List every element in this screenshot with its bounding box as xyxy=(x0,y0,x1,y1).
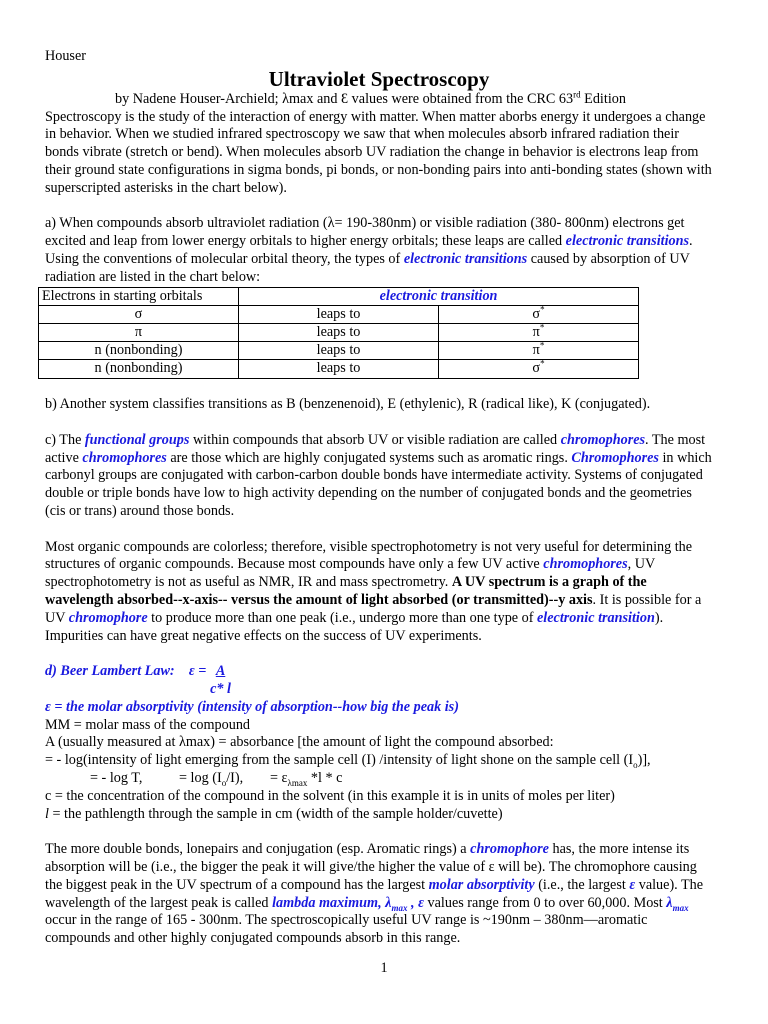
table-row: n (nonbonding) leaps to π* xyxy=(39,342,639,360)
table-header-start: Electrons in starting orbitals xyxy=(39,287,239,305)
table-header-transition: electronic transition xyxy=(239,287,639,305)
mm-definition: MM = molar mass of the compound xyxy=(45,716,251,733)
intro-paragraph: Spectroscopy is the study of the interaction of energy with matter. When matter aborbs energy it undergoes a change in behavior. When we studied infrared spectroscopy we saw that when molecules absorb infrared radiation their bonds vibrate (stretch or bend). When molecules absorb UV radiation the change in behavior is electrons leap from their ground state configurations in sigma bonds, pi bonds, or non-bonding pairs into anti-bonding states (shown with superscripted asterisks in the chart below). xyxy=(45,108,712,196)
final-paragraph: The more double bonds, lonepairs and conjugation (esp. Aromatic rings) a chromophore has, the more intense its absorption will be (i.e., the bigger the peak it will give/the higher the value of ε will be). The chromophore causing the biggest peak in the UV spectrum of a compound has the largest molar absorptivity (i.e., the largest ε value). The wavelength of the largest peak is called lambda maximum, $\lambda_{max}$ , ε values range from 0 to over 60,000. Most $\lambda_{max}$ occur in the range of 165 - 300nm. The spectroscopically useful UV range is ~190nm – 380nm—aromatic compounds and other highly conjugated compounds absorb in this range. xyxy=(45,841,704,947)
section-a-paragraph: a) When compounds absorb ultraviolet radiation (λ= 190-380nm) or visible radiation (380- 800nm) electrons get excited and leap from lower energy orbitals to higher energy orbitals; these leaps are called electronic transitions. Using the conventions of molecular orbital theory, the types of electronic transitions caused by absorption of UV radiation are listed in the chart below: xyxy=(45,215,693,285)
page-number: 1 xyxy=(380,960,388,976)
beer-lambert-heading: d) Beer Lambert Law: ε = $\frac{A}{c* l}$ xyxy=(45,663,231,698)
page-title: Ultraviolet Spectroscopy xyxy=(268,66,490,91)
table-row: σ leaps to σ* xyxy=(39,305,639,323)
table-row: n (nonbonding) leaps to σ* xyxy=(39,360,639,378)
log-definition: = - log(intensity of light emerging from the sample cell (I) /intensity of light shone on the sample cell $(I_o)$], xyxy=(45,752,651,771)
pathlength-definition: l = the pathlength through the sample in cm (width of the sample holder/cuvette) xyxy=(45,805,503,822)
organic-paragraph: Most organic compounds are colorless; therefore, visible spectrophotometry is not very useful for determining the structures of organic compounds. Because most compounds have only a few UV active chromophores, UV spectrophotometry is not as useful as NMR, IR and mass spectrometry. A UV spectrum is a graph of the wavelength absorbed--x-axis-- versus the amount of light absorbed (or transmitted)--y axis. It is possible for a UV chromophore to produce more than one peak (i.e., undergo more than one type of electronic transition). Impurities can have great negative effects on the success of UV experiments. xyxy=(45,538,702,644)
concentration-definition: c = the concentration of the compound in the solvent (in this example it is in units of moles per liter) xyxy=(45,787,615,804)
header-author: Houser xyxy=(45,48,86,64)
section-c-paragraph: c) The functional groups within compounds that absorb UV or visible radiation are called chromophores. The most active chromophores are those which are highly conjugated systems such as aromatic rings. Chromophores in which carbonyl groups are conjugated with carbon-carbon double bonds have intermediate activity. Systems of conjugated double or triple bonds have low to high activity depending on the number of conjugated bonds and the geometries (cis or trans) around those bonds. xyxy=(45,431,712,520)
absorbance-equations: = - log T, = $\log (I_o/I)$, = $\varepsilon_{\lambda max}$ *l * c xyxy=(90,770,343,788)
table-header-row xyxy=(39,287,639,305)
transition-table xyxy=(38,287,639,379)
document-page xyxy=(42,48,713,948)
beer-lambert-fraction: $\frac{A}{c* l}$ xyxy=(210,663,231,698)
table-row: π leaps to π* xyxy=(39,323,639,341)
epsilon-definition: ε = the molar absorptivity (intensity of absorption--how big the peak is) xyxy=(45,698,459,715)
section-b-paragraph: b) Another system classifies transitions as B (benzenenoid), E (ethylenic), R (radical like), K (conjugated). xyxy=(45,396,651,413)
absorbance-definition: A (usually measured at λmax) = absorbance [the amount of light the compound absorbed: xyxy=(45,734,554,751)
byline: by Nadene Houser-Archield; λmax and Ɛ values were obtained from the CRC 63rd Edition xyxy=(115,89,626,107)
